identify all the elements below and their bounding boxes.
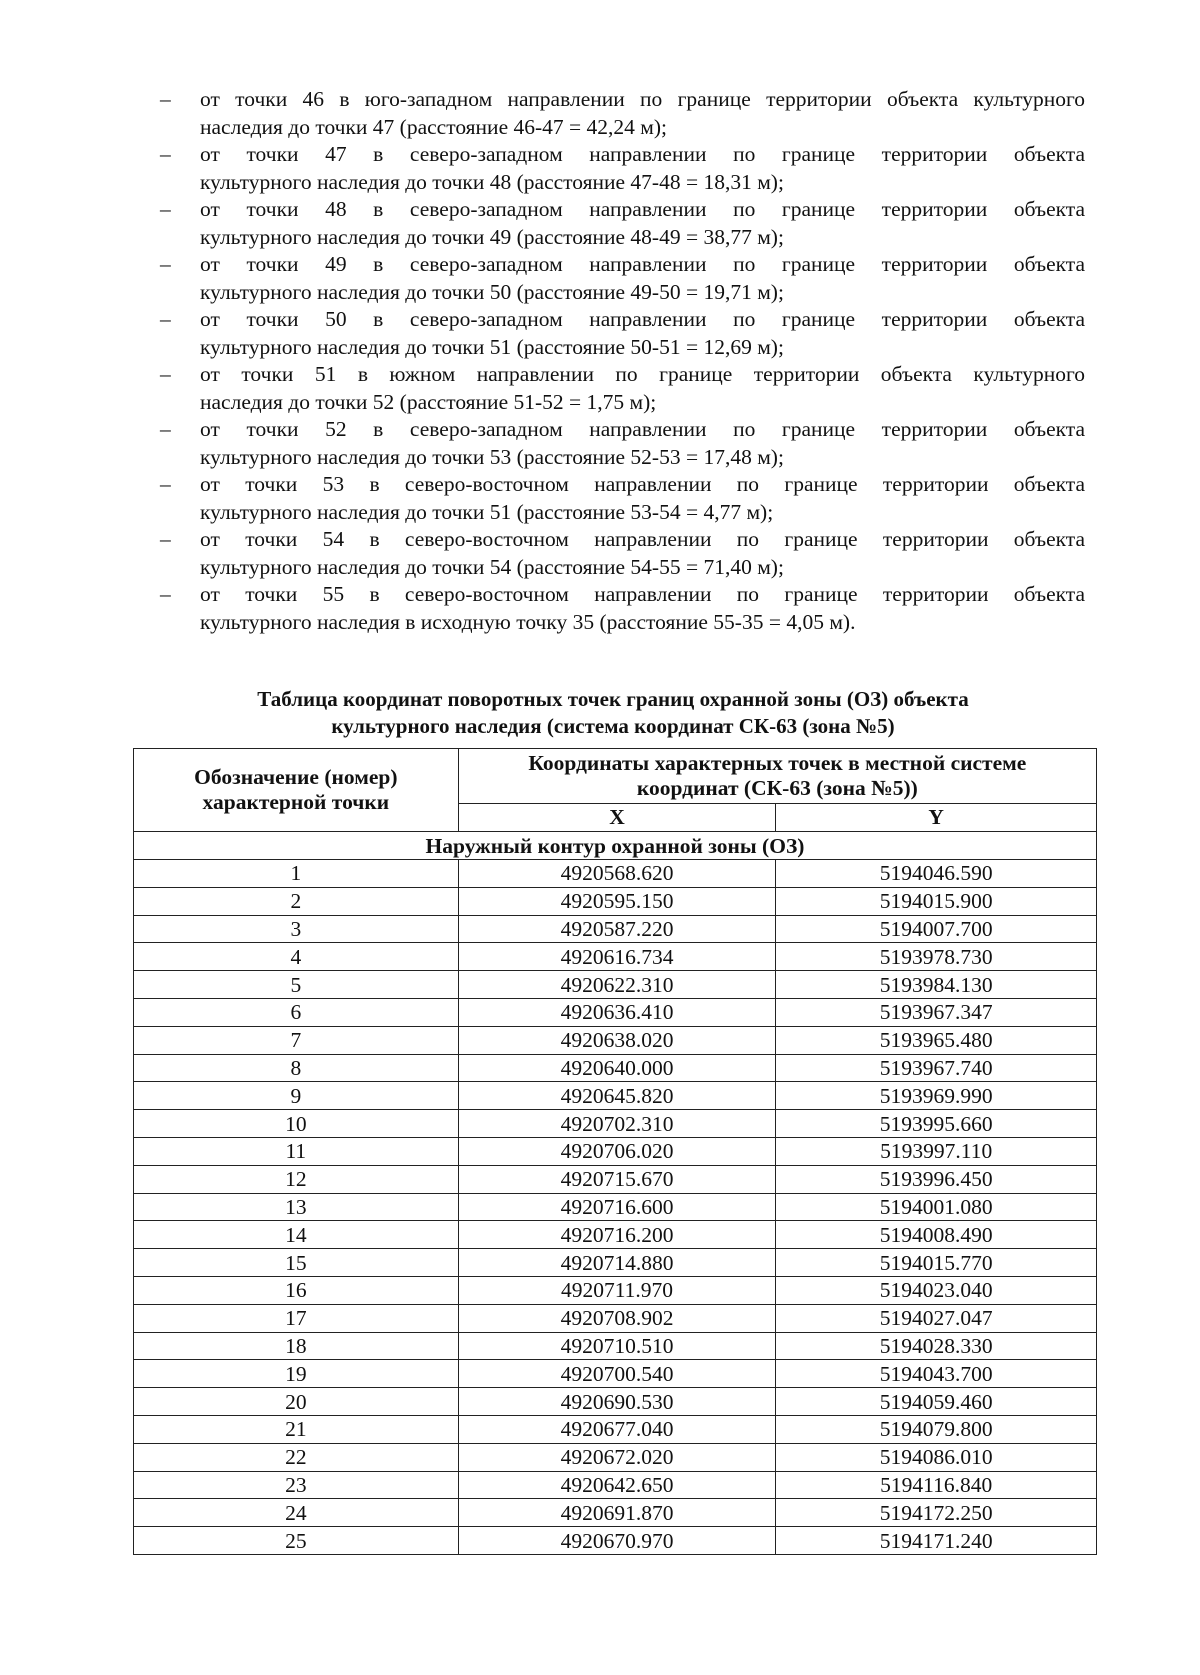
list-item: – от точки 49 в северо-западном направлении по границе территории объекта культурного наследия до точки 50 (расстояние 49-50 = 19,71 м); (160, 252, 1085, 304)
y-coordinate-cell: 5194059.460 (776, 1388, 1097, 1416)
boundary-description-list (160, 86, 1085, 636)
x-coordinate-cell: 4920636.410 (458, 998, 776, 1026)
list-item: – от точки 50 в северо-западном направлении по границе территории объекта культурного наследия до точки 51 (расстояние 50-51 = 12,69 м); (160, 307, 1085, 359)
table-row (134, 943, 1097, 971)
point-number-cell: 15 (134, 1249, 459, 1277)
x-coordinate-cell: 4920690.530 (458, 1388, 776, 1416)
table-row (134, 1193, 1097, 1221)
y-coordinate-cell: 5193969.990 (776, 1082, 1097, 1110)
x-coordinate-cell: 4920595.150 (458, 887, 776, 915)
list-item: – от точки 54 в северо-восточном направлении по границе территории объекта культурного наследия до точки 54 (расстояние 54-55 = 71,40 м); (160, 527, 1085, 579)
x-coordinate-cell: 4920645.820 (458, 1082, 776, 1110)
point-number-cell: 22 (134, 1443, 459, 1471)
point-number-cell: 25 (134, 1527, 459, 1555)
point-number-cell: 2 (134, 887, 459, 915)
dash-bullet: – (160, 87, 171, 111)
dash-bullet: – (160, 417, 171, 441)
y-coordinate-cell: 5193978.730 (776, 943, 1097, 971)
x-coordinate-cell: 4920691.870 (458, 1499, 776, 1527)
point-number-cell: 19 (134, 1360, 459, 1388)
dash-bullet: – (160, 582, 171, 606)
point-number-cell: 23 (134, 1471, 459, 1499)
list-item: – от точки 46 в юго-западном направлении по границе территории объекта культурного наследия до точки 47 (расстояние 46-47 = 42,24 м); (160, 87, 1085, 139)
x-coordinate-cell: 4920587.220 (458, 915, 776, 943)
x-coordinate-cell: 4920700.540 (458, 1360, 776, 1388)
point-number-cell: 12 (134, 1165, 459, 1193)
y-coordinate-cell: 5194116.840 (776, 1471, 1097, 1499)
point-number-cell: 10 (134, 1110, 459, 1138)
table-row (134, 1360, 1097, 1388)
table-row (134, 1527, 1097, 1555)
table-row (134, 860, 1097, 888)
y-coordinate-cell: 5193965.480 (776, 1026, 1097, 1054)
table-row (134, 971, 1097, 999)
y-coordinate-cell: 5194001.080 (776, 1193, 1097, 1221)
x-coordinate-cell: 4920677.040 (458, 1415, 776, 1443)
x-coordinate-cell: 4920708.902 (458, 1304, 776, 1332)
point-number-cell: 6 (134, 998, 459, 1026)
dash-bullet: – (160, 472, 171, 496)
y-coordinate-cell: 5194027.047 (776, 1304, 1097, 1332)
x-coordinate-cell: 4920702.310 (458, 1110, 776, 1138)
point-number-cell: 16 (134, 1276, 459, 1304)
y-coordinate-cell: 5193995.660 (776, 1110, 1097, 1138)
y-coordinate-cell: 5194046.590 (776, 860, 1097, 888)
y-coordinate-cell: 5194008.490 (776, 1221, 1097, 1249)
point-number-cell: 11 (134, 1137, 459, 1165)
dash-bullet: – (160, 362, 171, 386)
y-coordinate-cell: 5194015.770 (776, 1249, 1097, 1277)
point-number-cell: 5 (134, 971, 459, 999)
table-title-line: Таблица координат поворотных точек границ охранной зоны (ОЗ) объекта (257, 687, 969, 711)
x-coordinate-cell: 4920706.020 (458, 1137, 776, 1165)
table-row (134, 887, 1097, 915)
table-row (134, 1165, 1097, 1193)
table-row (134, 1110, 1097, 1138)
table-row (134, 1304, 1097, 1332)
header-y: Y (776, 803, 1097, 831)
y-coordinate-cell: 5194007.700 (776, 915, 1097, 943)
table-title-line: культурного наследия (система координат СК-63 (зона №5) (331, 714, 895, 738)
table-row (134, 998, 1097, 1026)
x-coordinate-cell: 4920642.650 (458, 1471, 776, 1499)
y-coordinate-cell: 5193984.130 (776, 971, 1097, 999)
dash-bullet: – (160, 197, 171, 221)
y-coordinate-cell: 5193996.450 (776, 1165, 1097, 1193)
x-coordinate-cell: 4920670.970 (458, 1527, 776, 1555)
list-item: – от точки 53 в северо-восточном направлении по границе территории объекта культурного наследия до точки 51 (расстояние 53-54 = 4,77 м); (160, 472, 1085, 524)
x-coordinate-cell: 4920716.600 (458, 1193, 776, 1221)
y-coordinate-cell: 5193967.740 (776, 1054, 1097, 1082)
header-coordinates: Координаты характерных точек в местной системе координат (СК-63 (зона №5)) (458, 749, 1096, 804)
table-row (134, 915, 1097, 943)
y-coordinate-cell: 5194079.800 (776, 1415, 1097, 1443)
list-item: – от точки 55 в северо-восточном направлении по границе территории объекта культурного наследия в исходную точку 35 (расстояние 55-35 = 4,05 м). (160, 582, 1085, 634)
section-title: Наружный контур охранной зоны (ОЗ) (134, 832, 1097, 860)
point-number-cell: 9 (134, 1082, 459, 1110)
x-coordinate-cell: 4920710.510 (458, 1332, 776, 1360)
dash-bullet: – (160, 142, 171, 166)
table-row (134, 1221, 1097, 1249)
x-coordinate-cell: 4920640.000 (458, 1054, 776, 1082)
table-row (134, 1026, 1097, 1054)
table-row (134, 1499, 1097, 1527)
list-item: – от точки 48 в северо-западном направлении по границе территории объекта культурного наследия до точки 49 (расстояние 48-49 = 38,77 м); (160, 197, 1085, 249)
header-point-label: Обозначение (номер) характерной точки (134, 749, 459, 832)
y-coordinate-cell: 5194086.010 (776, 1443, 1097, 1471)
x-coordinate-cell: 4920715.670 (458, 1165, 776, 1193)
table-row (134, 1415, 1097, 1443)
section-row (134, 832, 1097, 860)
point-number-cell: 24 (134, 1499, 459, 1527)
x-coordinate-cell: 4920714.880 (458, 1249, 776, 1277)
y-coordinate-cell: 5194171.240 (776, 1527, 1097, 1555)
x-coordinate-cell: 4920711.970 (458, 1276, 776, 1304)
y-coordinate-cell: 5193997.110 (776, 1137, 1097, 1165)
list-item: – от точки 52 в северо-западном направлении по границе территории объекта культурного наследия до точки 53 (расстояние 52-53 = 17,48 м); (160, 417, 1085, 469)
dash-bullet: – (160, 307, 171, 331)
table-row (134, 1054, 1097, 1082)
y-coordinate-cell: 5194172.250 (776, 1499, 1097, 1527)
x-coordinate-cell: 4920568.620 (458, 860, 776, 888)
y-coordinate-cell: 5193967.347 (776, 998, 1097, 1026)
table-row (134, 1471, 1097, 1499)
point-number-cell: 7 (134, 1026, 459, 1054)
table-row (134, 1082, 1097, 1110)
table-title (133, 686, 1093, 740)
table-row (134, 1249, 1097, 1277)
point-number-cell: 8 (134, 1054, 459, 1082)
x-coordinate-cell: 4920622.310 (458, 971, 776, 999)
point-number-cell: 3 (134, 915, 459, 943)
point-number-cell: 17 (134, 1304, 459, 1332)
dash-bullet: – (160, 252, 171, 276)
table-row (134, 1388, 1097, 1416)
y-coordinate-cell: 5194043.700 (776, 1360, 1097, 1388)
table-row (134, 1332, 1097, 1360)
x-coordinate-cell: 4920616.734 (458, 943, 776, 971)
coordinates-table (133, 748, 1097, 1555)
list-item: – от точки 47 в северо-западном направлении по границе территории объекта культурного наследия до точки 48 (расстояние 47-48 = 18,31 м); (160, 142, 1085, 194)
x-coordinate-cell: 4920672.020 (458, 1443, 776, 1471)
table-row (134, 1443, 1097, 1471)
x-coordinate-cell: 4920716.200 (458, 1221, 776, 1249)
list-item: – от точки 51 в южном направлении по границе территории объекта культурного наследия до точки 52 (расстояние 51-52 = 1,75 м); (160, 362, 1085, 414)
y-coordinate-cell: 5194028.330 (776, 1332, 1097, 1360)
point-number-cell: 14 (134, 1221, 459, 1249)
point-number-cell: 13 (134, 1193, 459, 1221)
table-row (134, 1276, 1097, 1304)
x-coordinate-cell: 4920638.020 (458, 1026, 776, 1054)
header-x: X (458, 803, 776, 831)
dash-bullet: – (160, 527, 171, 551)
table-row (134, 1137, 1097, 1165)
point-number-cell: 1 (134, 860, 459, 888)
point-number-cell: 4 (134, 943, 459, 971)
y-coordinate-cell: 5194015.900 (776, 887, 1097, 915)
point-number-cell: 21 (134, 1415, 459, 1443)
point-number-cell: 20 (134, 1388, 459, 1416)
point-number-cell: 18 (134, 1332, 459, 1360)
y-coordinate-cell: 5194023.040 (776, 1276, 1097, 1304)
